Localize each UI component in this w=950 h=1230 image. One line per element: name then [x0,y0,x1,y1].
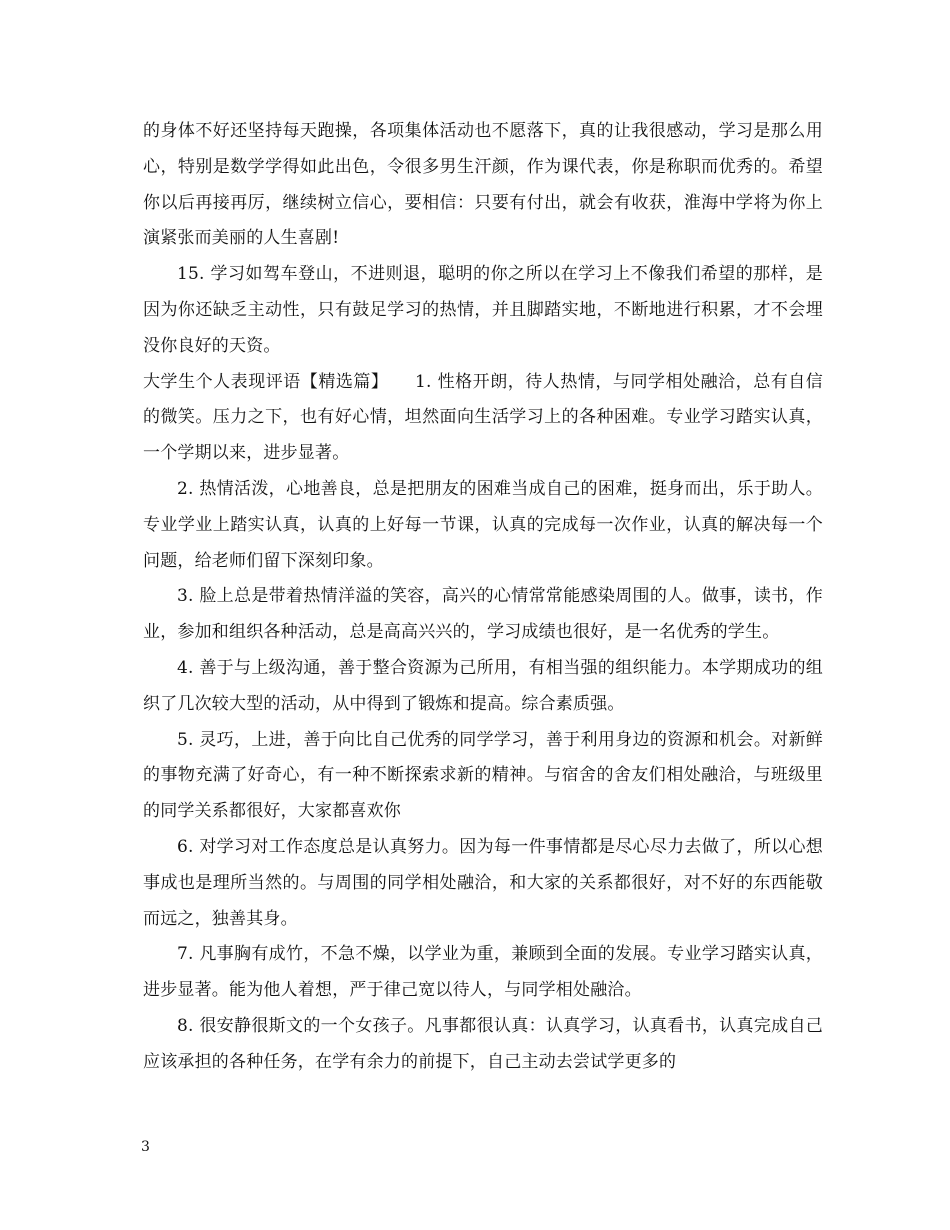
paragraph-item-6: 6. 对学习对工作态度总是认真努力。因为每一件事情都是尽心尽力去做了，所以心想事成也是理所当然的。与周围的同学相处融洽，和大家的关系都很好，对不好的东西能敬而远之，独善其身。 [143,836,823,929]
paragraph-item-2: 2. 热情活泼，心地善良，总是把朋友的困难当成自己的困难，挺身而出，乐于助人。专业学业上踏实认真，认真的上好每一节课，认真的完成每一次作业，认真的解决每一个问题，给老师们留下深刻印象。 [143,478,823,571]
paragraph-continuation: 的身体不好还坚持每天跑操，各项集体活动也不愿落下，真的让我很感动，学习是那么用心，特别是数学学得如此出色，令很多男生汗颜，作为课代表，你是称职而优秀的。希望你以后再接再厉，继续树立信心，要相信：只要有付出，就会有收获，淮海中学将为你上演紧张而美丽的人生喜剧! [143,121,823,249]
paragraph-item-3: 3. 脸上总是带着热情洋溢的笑容，高兴的心情常常能感染周围的人。做事，读书，作业，参加和组织各种活动，总是高高兴兴的，学习成绩也很好，是一名优秀的学生。 [143,586,823,643]
paragraph-section-heading-item-1: 大学生个人表现评语【精选篇】 1. 性格开朗，待人热情，与同学相处融洽，总有自信的微笑。压力之下，也有好心情，坦然面向生活学习上的各种困难。专业学习踏实认真，一个学期以来，进步显著。 [143,371,823,464]
paragraph-item-15: 15. 学习如驾车登山，不进则退，聪明的你之所以在学习上不像我们希望的那样，是因为你还缺乏主动性，只有鼓足学习的热情，并且脚踏实地，不断地进行积累，才不会埋没你良好的天资。 [143,264,823,356]
document-body [143,114,823,1081]
page-number: 3 [141,1139,150,1155]
paragraph-item-7: 7. 凡事胸有成竹，不急不燥，以学业为重，兼顾到全面的发展。专业学习踏实认真，进步显著。能为他人着想，严于律己宽以待人，与同学相处融洽。 [143,944,823,1001]
paragraph-item-8: 8. 很安静很斯文的一个女孩子。凡事都很认真：认真学习，认真看书，认真完成自己应该承担的各种任务，在学有余力的前提下，自己主动去尝试学更多的 [143,1015,823,1072]
paragraph-item-4: 4. 善于与上级沟通，善于整合资源为己所用，有相当强的组织能力。本学期成功的组织了几次较大型的活动，从中得到了锻炼和提高。综合素质强。 [143,657,823,714]
paragraph-item-5: 5. 灵巧，上进，善于向比自己优秀的同学学习，善于利用身边的资源和机会。对新鲜的事物充满了好奇心，有一种不断探索求新的精神。与宿舍的舍友们相处融洽，与班级里的同学关系都很好，大家都喜欢你 [143,729,823,822]
